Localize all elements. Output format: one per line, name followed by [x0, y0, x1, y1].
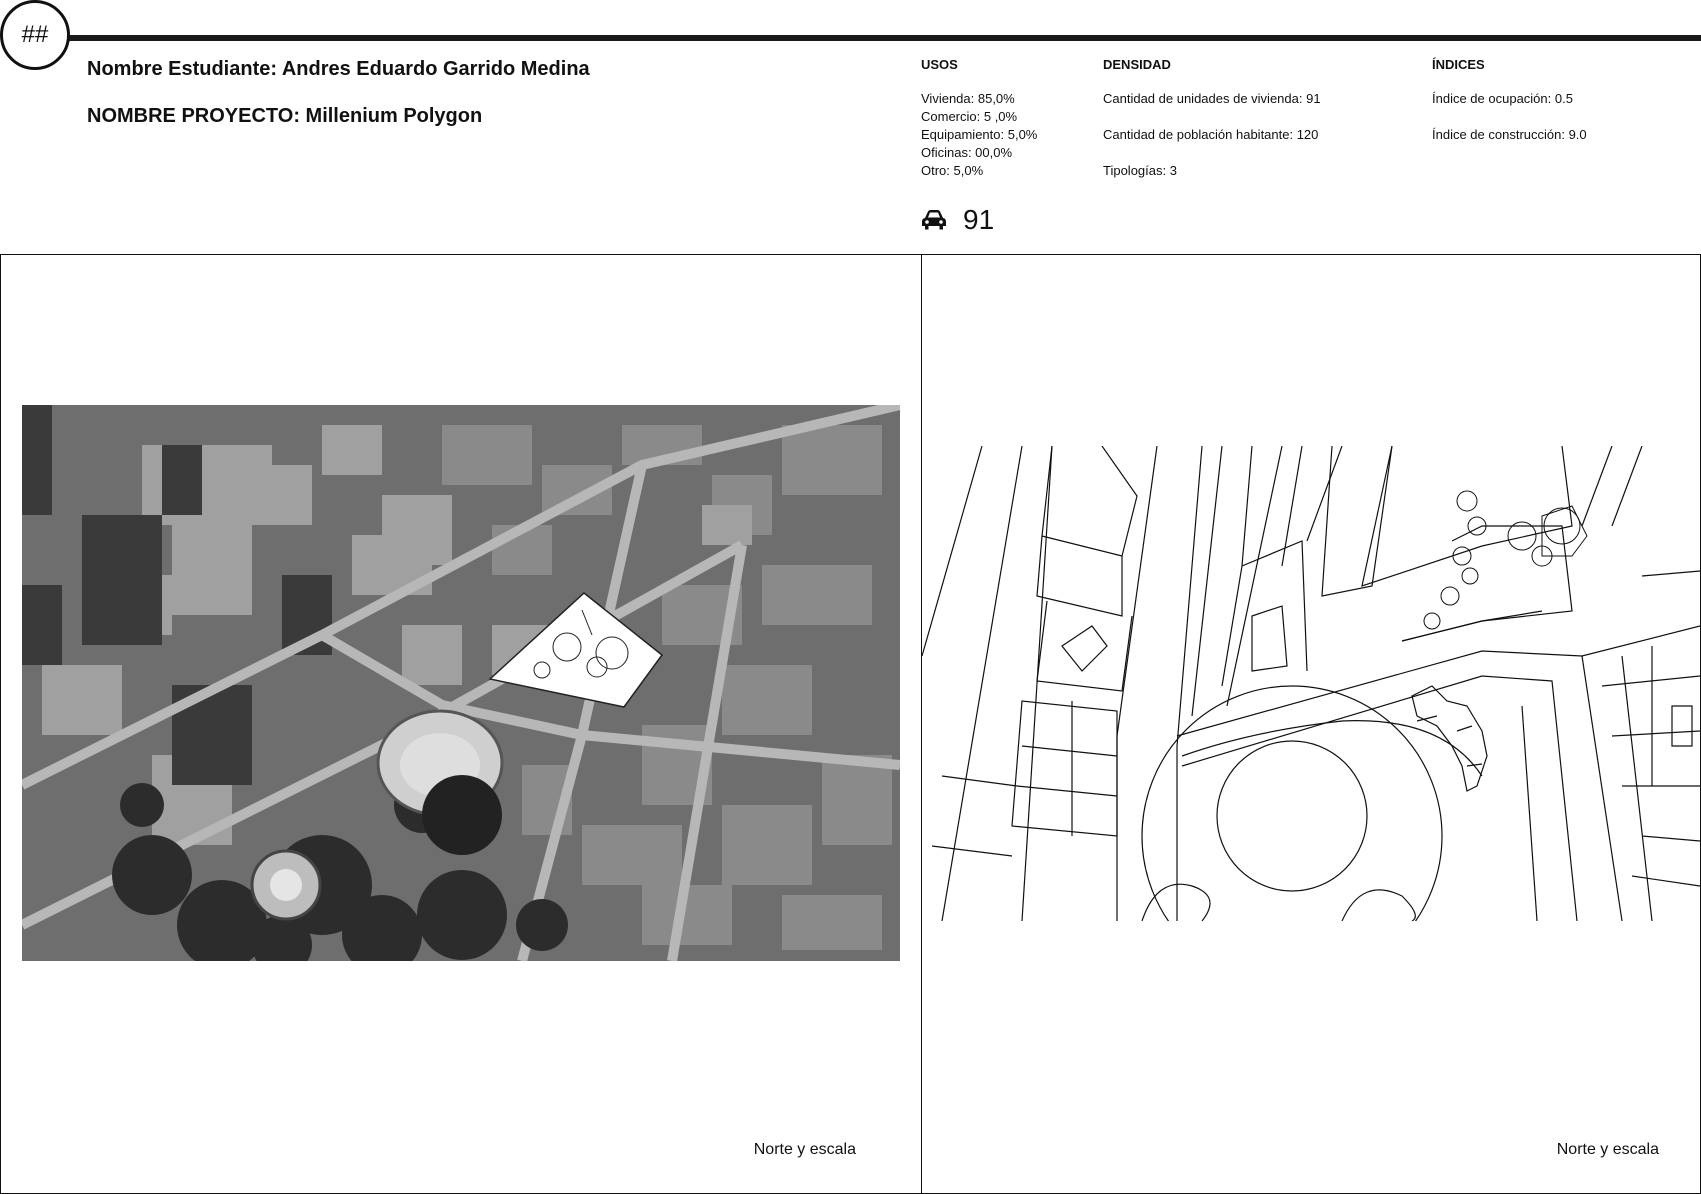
aerial-photo — [22, 405, 900, 961]
indices-column — [1432, 56, 1587, 162]
indices-item: Índice de construcción: 9.0 — [1432, 127, 1587, 142]
aerial-panel — [0, 254, 923, 1194]
usos-item: Comercio: 5 ,0% — [921, 109, 1018, 124]
student-name: Nombre Estudiante: Andres Eduardo Garrido Medina — [87, 58, 590, 80]
usos-heading: USOS — [921, 57, 958, 72]
parking-count-block — [921, 204, 994, 236]
indices-item: Índice de ocupación: 0.5 — [1432, 91, 1573, 106]
scale-label-left: Norte y escala — [753, 1141, 856, 1158]
densidad-item: Tipologías: 3 — [1103, 163, 1177, 178]
usos-item: Equipamiento: 5,0% — [921, 127, 1038, 142]
sheet-number: ## — [21, 21, 49, 48]
densidad-item: Cantidad de unidades de vivienda: 91 — [1103, 91, 1321, 106]
indices-heading: ÍNDICES — [1432, 57, 1485, 72]
plan-panel — [921, 254, 1701, 1194]
scale-label-right: Norte y escala — [1556, 1141, 1659, 1158]
usos-item: Oficinas: 00,0% — [921, 145, 1013, 160]
densidad-column — [1103, 56, 1321, 198]
project-name: NOMBRE PROYECTO: Millenium Polygon — [87, 105, 483, 127]
densidad-item: Cantidad de población habitante: 120 — [1103, 127, 1319, 142]
usos-item: Otro: 5,0% — [921, 163, 984, 178]
usos-item: Vivienda: 85,0% — [921, 91, 1015, 106]
usos-column — [921, 56, 1037, 180]
parking-count: 91 — [963, 204, 995, 235]
sheet-number-badge — [0, 0, 70, 70]
densidad-heading: DENSIDAD — [1103, 57, 1171, 72]
header-rule — [68, 35, 1701, 41]
car-icon — [921, 209, 947, 231]
site-plan-drawing — [922, 446, 1700, 921]
